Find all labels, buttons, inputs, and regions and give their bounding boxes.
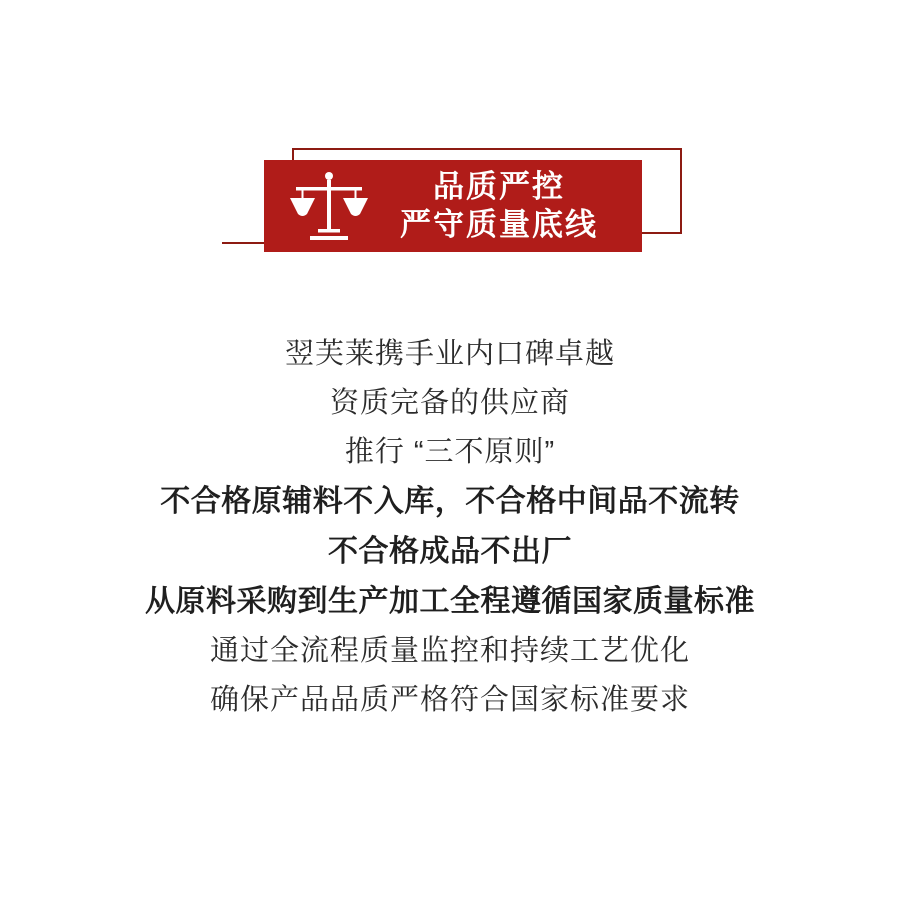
- copy-line-1: 翌芙莱携手业内口碑卓越: [284, 338, 615, 370]
- copy-line-6: 从原料采购到生产加工全程遵循国家质量标准: [145, 585, 755, 618]
- banner-title-line-2: 严守质量底线: [400, 207, 598, 242]
- banner-title-line-1: 品质严控: [433, 169, 565, 205]
- copy-line-3: 推行 “三不原则”: [344, 436, 556, 468]
- banner-accent-dash: [222, 242, 268, 244]
- balance-scale-icon: [286, 168, 372, 244]
- banner-text: [372, 168, 642, 244]
- copy-line-4: 不合格原辅料不入库，不合格中间品不流转: [160, 485, 740, 518]
- copy-line-2: 资质完备的供应商: [329, 387, 570, 419]
- banner-area: [0, 140, 900, 270]
- copy-line-5: 不合格成品不出厂: [328, 535, 572, 568]
- headline-banner: [264, 160, 642, 252]
- copy-line-8: 确保产品品质严格符合国家标准要求: [209, 684, 690, 716]
- copy-line-7: 通过全流程质量监控和持续工艺优化: [209, 635, 690, 667]
- body-copy: [0, 330, 900, 725]
